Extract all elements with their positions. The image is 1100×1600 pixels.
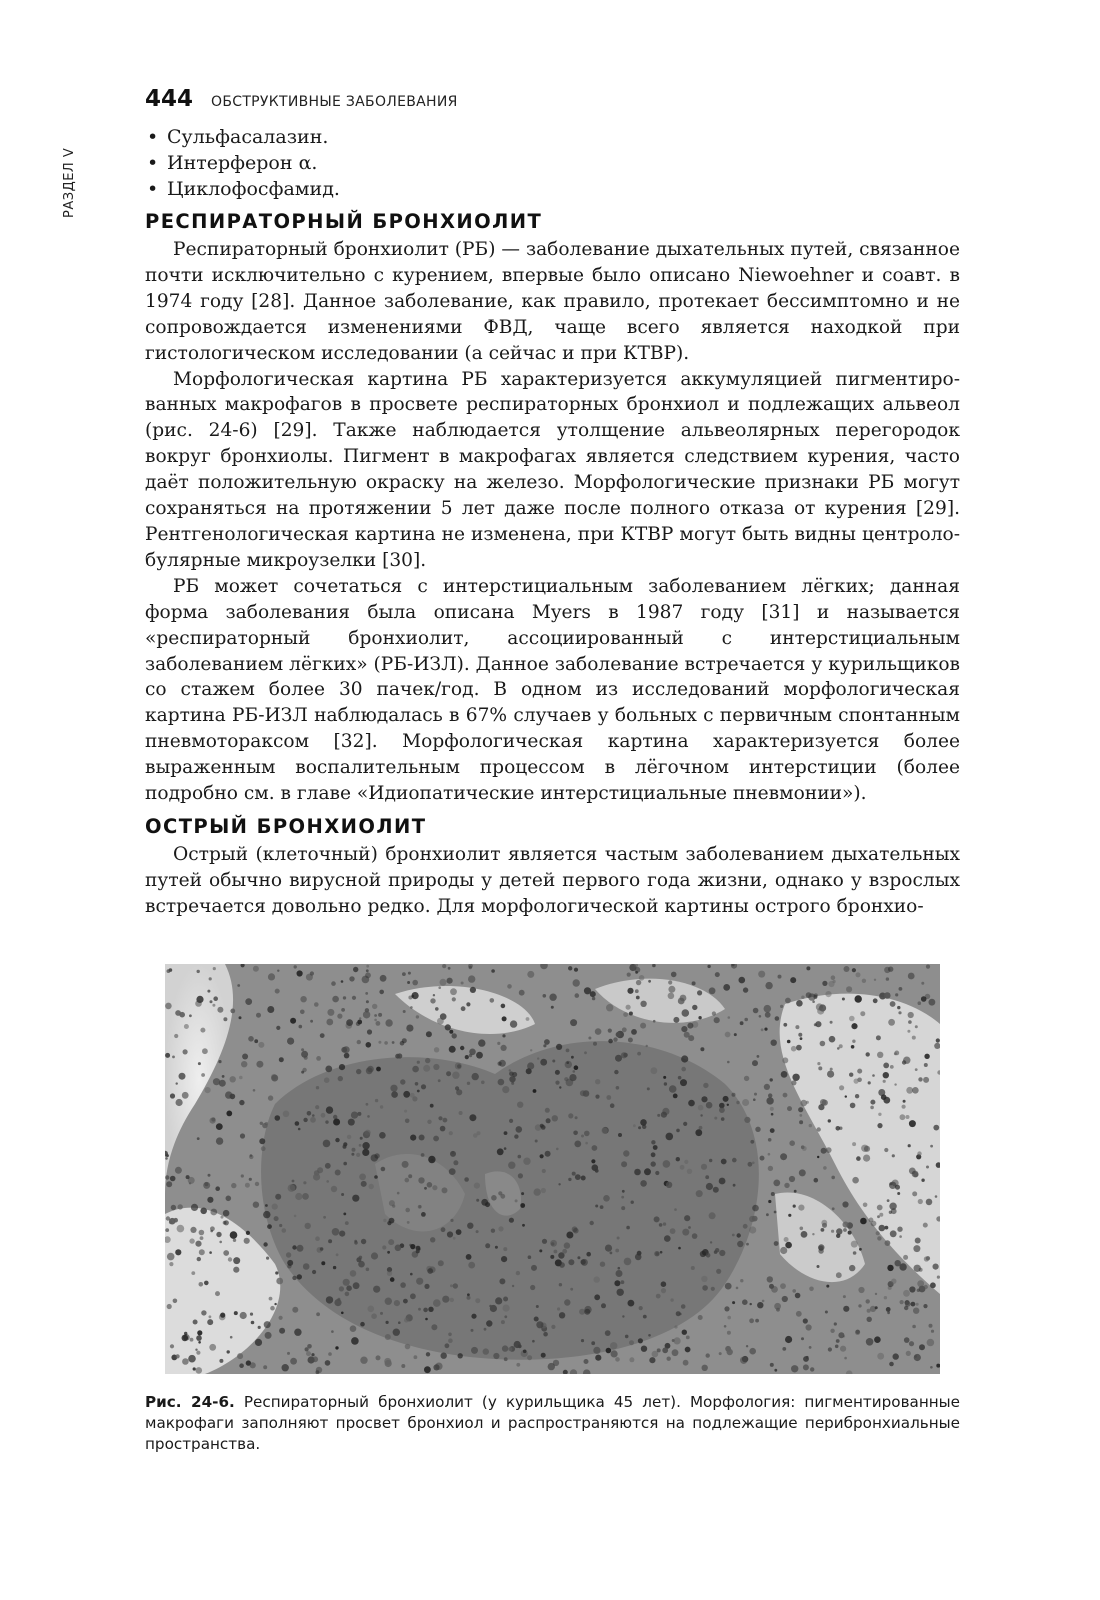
page-body <box>145 124 960 920</box>
paragraph: Морфологическая картина РБ характеризуется аккумуляцией пигментированных макрофагов в просвете респираторных бронхиол и подлежащих альвеол (рис. 24-6) [29]. Также наблюдается утолщение альвеолярных перегородок вокруг бронхиолы. Пигмент в макрофагах является следствием курения, часто даёт положительную окраску на железо. Морфологические признаки РБ могут сохраняться на протяжении 5 лет даже после полного отказа от курения [29]. Рентгенологическая картина не изменена, при КТВР могут быть видны центролобулярные микроузелки [30]. <box>145 368 960 571</box>
figure-caption-text: Респираторный бронхиолит (у курильщика 45 лет). Морфология: пигментированные макрофаги заполняют просвет бронхиол и распространяются на подлежащие перибронхиальные пространства. <box>145 1393 961 1453</box>
section-side-label <box>62 128 86 218</box>
page-number: 444 <box>145 86 194 112</box>
list-item <box>147 124 960 150</box>
paragraph: Респираторный бронхиолит (РБ) — заболевание дыхательных путей, связанное почти исключительно с курением, впервые было описано Niewoehner и соавт. в 1974 году [28]. Данное заболевание, как правило, протекает бессимптомно и не сопровождается изменениями ФВД, чаще всего является находкой при гистологическом исследовании (а сейчас и при КТВР). <box>145 239 960 364</box>
drug-list <box>145 124 960 202</box>
paragraph: Острый (клеточный) бронхиолит является частым заболеванием дыхательных путей обычно вирусной природы у детей первого года жизни, однако у взрослых встречается довольно редко. Для морфологической картины острого бронхио- <box>145 843 960 917</box>
micrograph-image <box>165 964 940 1374</box>
bullet-icon: • <box>147 152 159 174</box>
histology-micrograph <box>165 964 940 1374</box>
list-item-text: Интерферон α. <box>167 152 318 174</box>
paragraph: РБ может сочетаться с интерстициальным заболеванием лёгких; данная форма заболевания была описана Myers в 1987 году [31] и называется «респираторный бронхиолит, ассоциированный с интерстициальным заболеванием лёгких» (РБ-ИЗЛ). Данное заболевание встречается у курильщиков со стажем более 30 пачек/год. В одном из исследований морфологическая картина РБ-ИЗЛ наблюдалась в 67% случаев у больных с первичным спонтанным пневмотораксом [32]. Морфологическая картина характеризуется более выраженным воспалительным процессом в лёгочном интерстиции (более подробно см. в главе «Идиопатические интерстициальные пневмонии»). <box>145 575 960 805</box>
list-item-text: Сульфасалазин. <box>167 126 329 148</box>
figure-label: Рис. 24-6. <box>145 1393 235 1411</box>
running-header <box>145 86 458 116</box>
bullet-icon: • <box>147 126 159 148</box>
list-item-text: Циклофосфамид. <box>167 178 340 200</box>
section-heading-respiratory-bronchiolitis: РЕСПИРАТОРНЫЙ БРОНХИОЛИТ <box>145 210 543 233</box>
side-label-text: РАЗДЕЛ V <box>62 147 77 218</box>
figure-caption <box>145 1392 960 1455</box>
list-item <box>147 150 960 176</box>
bullet-icon: • <box>147 178 159 200</box>
running-section-title: ОБСТРУКТИВНЫЕ ЗАБОЛЕВАНИЯ <box>211 94 458 110</box>
list-item <box>147 176 960 202</box>
section-heading-acute-bronchiolitis: ОСТРЫЙ БРОНХИОЛИТ <box>145 814 427 838</box>
